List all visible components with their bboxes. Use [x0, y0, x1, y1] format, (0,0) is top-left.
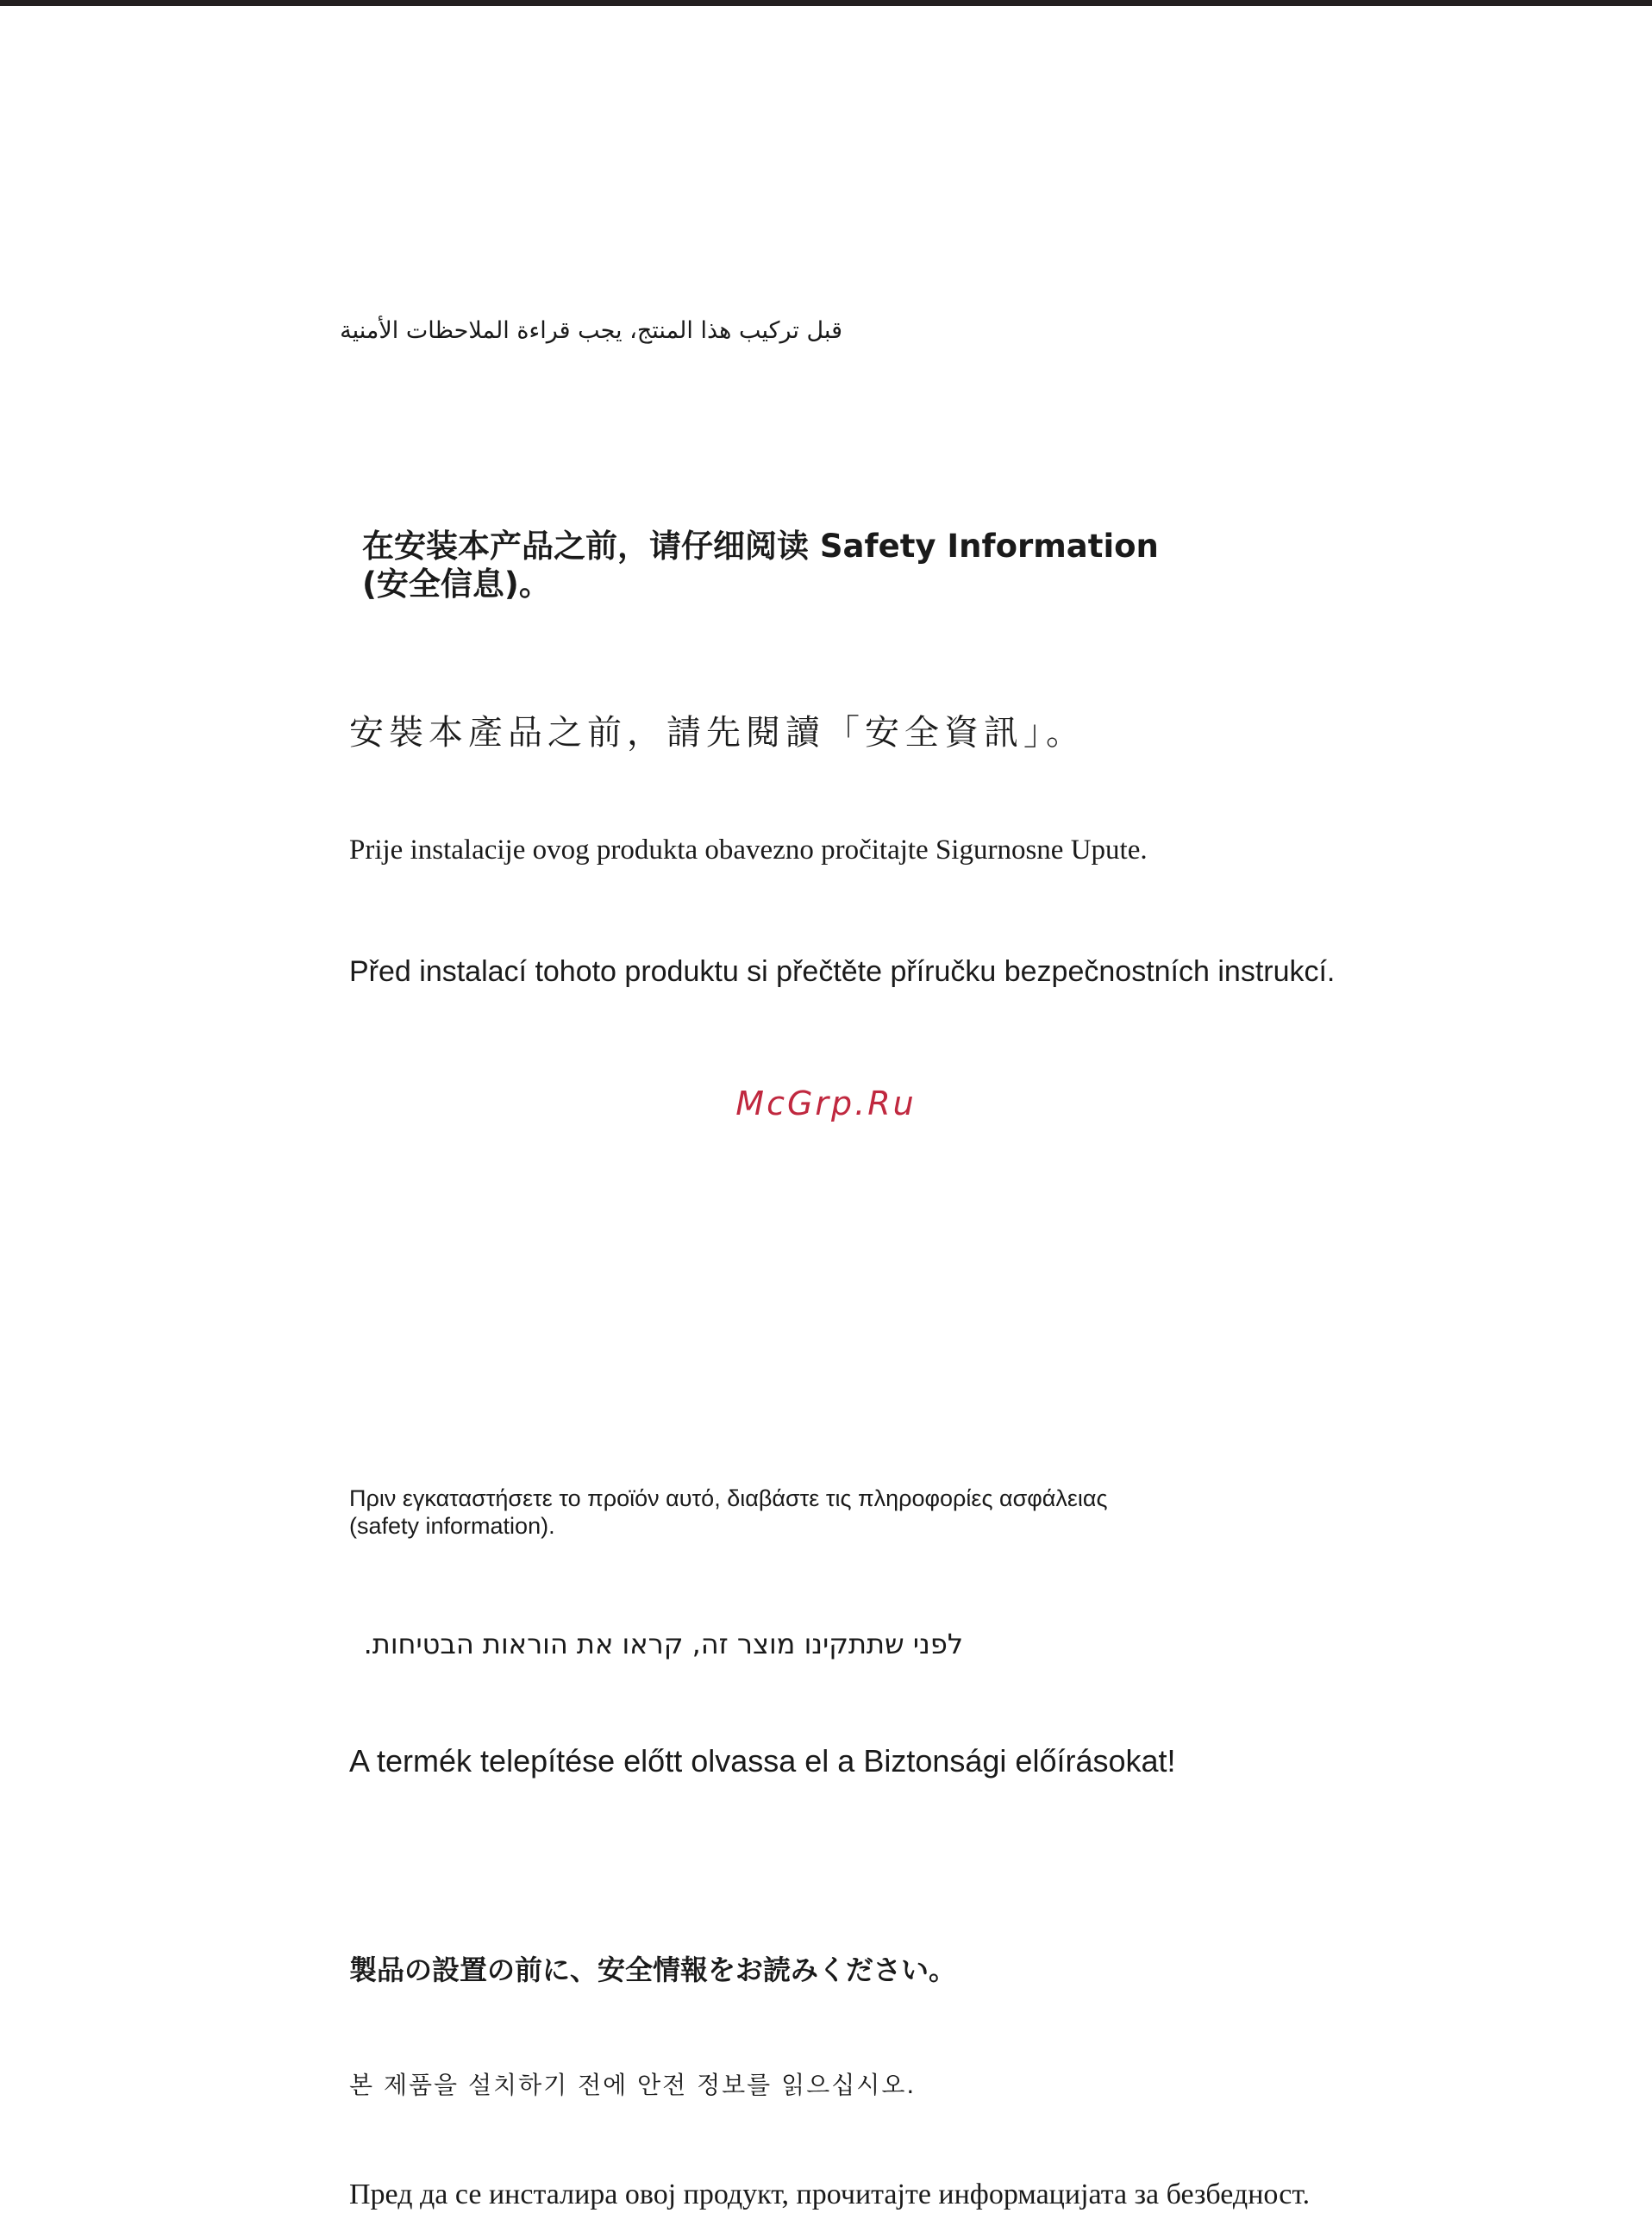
safety-notice-korean: 본 제품을 설치하기 전에 안전 정보를 읽으십시오.	[349, 2071, 917, 2099]
safety-notice-chinese-simplified-line2: (安全信息)。	[362, 566, 551, 603]
top-rule	[0, 0, 1652, 6]
watermark-text: McGrp.Ru	[735, 1085, 917, 1122]
safety-notice-greek-line2: (safety information).	[349, 1513, 555, 1539]
safety-notice-czech: Před instalací tohoto produktu si přečtěte příručku bezpečnostních instrukcí.	[349, 955, 1336, 988]
safety-notice-croatian: Prije instalacije ovog produkta obavezno pročitajte Sigurnosne Upute.	[349, 835, 1148, 866]
safety-notice-chinese-traditional: 安裝本產品之前，請先閱讀「安全資訊」。	[349, 713, 1086, 753]
safety-notice-hebrew: לפני שתתקינו מוצר זה, קראו את הוראות הבטיחות.	[363, 1628, 963, 1660]
safety-notice-japanese: 製品の設置の前に、安全情報をお読みください。	[349, 1954, 957, 1986]
safety-notice-chinese-simplified	[362, 528, 1159, 603]
safety-notice-arabic: قبل تركيب هذا المنتج، يجب قراءة الملاحظات الأمنية	[340, 317, 842, 344]
safety-notice-greek-line1: Πριν εγκαταστήσετε το προϊόν αυτό, διαβάστε τις πληροφορίες ασφάλειας	[349, 1485, 1108, 1511]
safety-notice-hungarian: A termék telepítése előtt olvassa el a Biztonsági előírásokat!	[349, 1743, 1176, 1779]
safety-notice-greek	[349, 1485, 1108, 1540]
safety-notice-chinese-simplified-line1: 在安装本产品之前，请仔细阅读 Safety Information	[362, 528, 1159, 565]
safety-notice-macedonian: Пред да се инсталира овој продукт, прочитајте информацијата за безбедност.	[349, 2179, 1311, 2210]
